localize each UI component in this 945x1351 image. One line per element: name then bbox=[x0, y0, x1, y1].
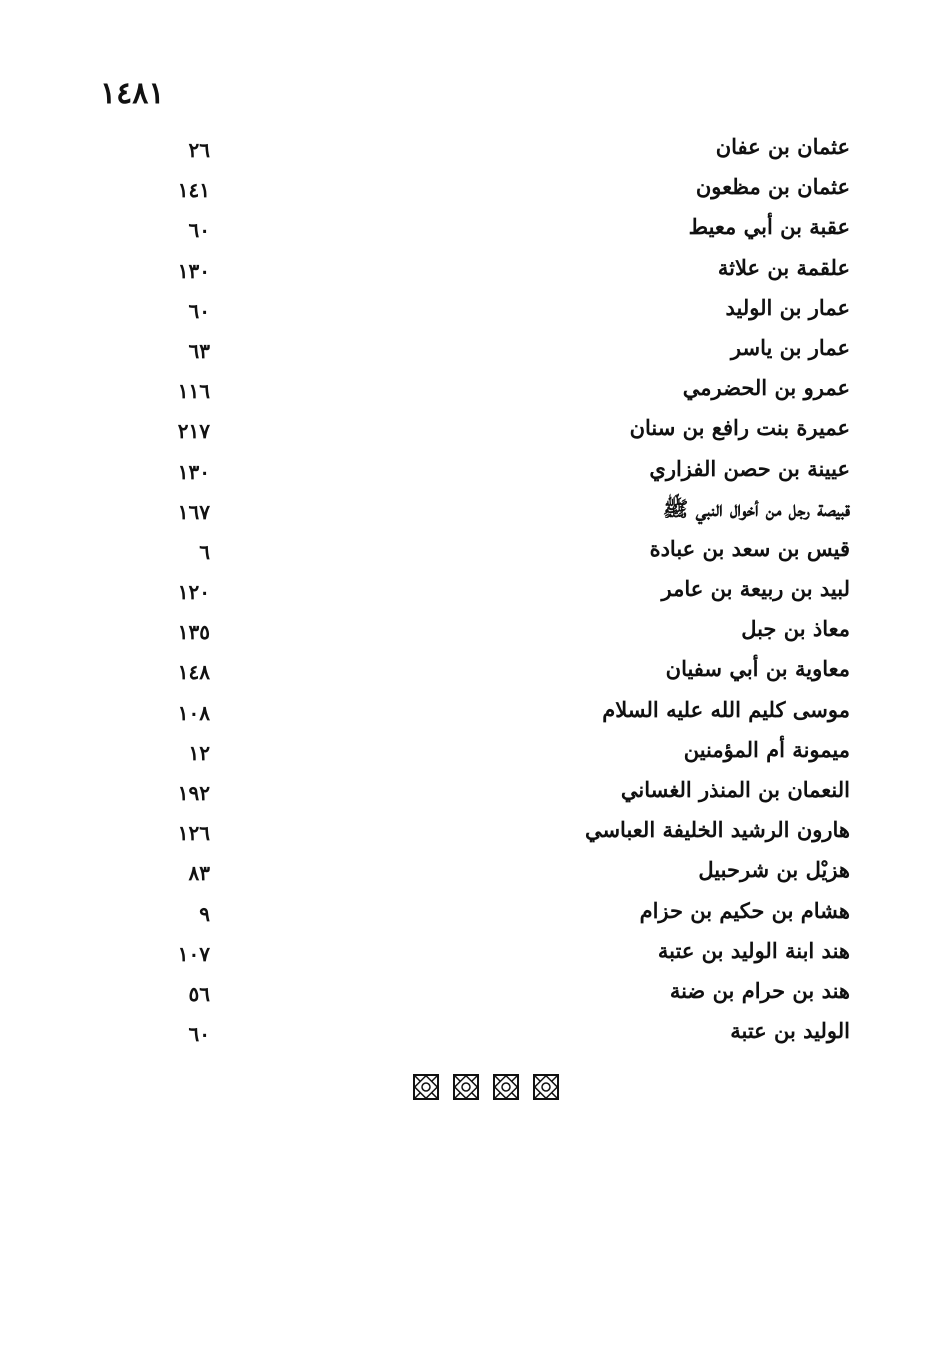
entry-page-number: ١٦٧ bbox=[177, 499, 210, 524]
entry-page-number: ١٢ bbox=[188, 740, 210, 765]
index-entry bbox=[150, 208, 850, 248]
entry-name: هند ابنة الوليد بن عتبة bbox=[657, 937, 850, 963]
entry-page-number: ٢١٧ bbox=[177, 419, 210, 444]
end-ornament-row bbox=[413, 1074, 559, 1100]
index-entry bbox=[150, 691, 850, 731]
entry-page-number: ١٩٢ bbox=[177, 781, 210, 805]
entry-name: عمار بن الوليد bbox=[725, 294, 850, 320]
entry-name: هزيْل بن شرحبيل bbox=[698, 857, 850, 883]
index-entry bbox=[150, 450, 850, 490]
entry-name: عمرو بن الحضرمي bbox=[682, 375, 850, 401]
entry-name: عثمان بن مظعون bbox=[695, 174, 850, 200]
lattice-square-icon bbox=[413, 1074, 439, 1100]
index-entry bbox=[150, 490, 850, 530]
entry-page-number: ١٢٠ bbox=[177, 580, 210, 605]
index-entry bbox=[150, 1012, 850, 1052]
index-entry bbox=[150, 731, 850, 771]
entry-name: عقبة بن أبي معيط bbox=[688, 214, 850, 240]
entry-page-number: ٦ bbox=[199, 539, 210, 564]
index-entry bbox=[150, 128, 850, 168]
index-entry bbox=[150, 972, 850, 1012]
entry-page-number: ٦٠ bbox=[188, 298, 210, 323]
entry-name: عيينة بن حصن الفزاري bbox=[649, 455, 850, 481]
entry-name: معاذ بن جبل bbox=[741, 616, 850, 642]
entry-name: ميمونة أم المؤمنين bbox=[683, 736, 850, 762]
entry-page-number: ١٣٠ bbox=[177, 459, 210, 484]
entry-name: هند بن حرام بن ضنة bbox=[669, 977, 850, 1003]
entry-name: النعمان بن المنذر الغساني bbox=[620, 777, 850, 802]
entry-page-number: ١٣٥ bbox=[177, 620, 210, 645]
index-entry bbox=[150, 851, 850, 891]
entry-page-number: ٦٠ bbox=[188, 1022, 210, 1047]
page-number: ١٤٨١ bbox=[100, 76, 165, 111]
index-entry bbox=[150, 650, 850, 690]
entry-name: هشام بن حكيم بن حزام bbox=[639, 897, 850, 923]
entry-name: موسى كليم الله عليه السلام bbox=[602, 696, 850, 722]
index-entry bbox=[150, 610, 850, 650]
entry-name: قبيصة رجل من أخوال النبي ﷺ bbox=[662, 495, 850, 521]
index-entry bbox=[150, 932, 850, 972]
index-entry bbox=[150, 570, 850, 610]
entry-page-number: ١٤١ bbox=[177, 178, 210, 203]
index-entry bbox=[150, 530, 850, 570]
entry-page-number: ١٠٨ bbox=[177, 700, 210, 725]
entry-name: عميرة بنت رافع بن سنان bbox=[629, 415, 850, 441]
entry-page-number: ٦٠ bbox=[188, 218, 210, 243]
entry-page-number: ٢٦ bbox=[188, 138, 210, 162]
entry-name: معاوية بن أبي سفيان bbox=[665, 656, 850, 682]
index-entry bbox=[150, 892, 850, 932]
entry-page-number: ١٤٨ bbox=[177, 660, 210, 685]
entry-name: عمار بن ياسر bbox=[730, 334, 850, 360]
lattice-square-icon bbox=[453, 1074, 479, 1100]
entry-page-number: ٥٦ bbox=[188, 981, 210, 1006]
entry-page-number: ٦٣ bbox=[188, 338, 210, 363]
entry-name: هارون الرشيد الخليفة العباسي bbox=[584, 817, 850, 843]
entry-page-number: ١٣٠ bbox=[177, 258, 210, 283]
index-entry bbox=[150, 409, 850, 449]
entry-page-number: ١٢٦ bbox=[177, 821, 210, 846]
entry-name: عثمان بن عفان bbox=[715, 134, 850, 159]
entry-name: الوليد بن عتبة bbox=[730, 1018, 850, 1044]
index-entry bbox=[150, 289, 850, 329]
entry-name: لبيد بن ربيعة بن عامر bbox=[661, 576, 850, 602]
lattice-square-icon bbox=[533, 1074, 559, 1100]
index-entry bbox=[150, 771, 850, 811]
index-entry bbox=[150, 168, 850, 208]
entry-page-number: ٨٣ bbox=[188, 861, 210, 886]
entry-page-number: ١٠٧ bbox=[177, 941, 210, 966]
entry-name: قيس بن سعد بن عبادة bbox=[649, 535, 850, 561]
index-entry bbox=[150, 369, 850, 409]
index-entry bbox=[150, 811, 850, 851]
entry-page-number: ١١٦ bbox=[177, 379, 210, 404]
entry-name: علقمة بن علاثة bbox=[717, 254, 850, 280]
entry-page-number: ٩ bbox=[199, 901, 210, 926]
index-entry bbox=[150, 329, 850, 369]
index-entry bbox=[150, 249, 850, 289]
lattice-square-icon bbox=[493, 1074, 519, 1100]
index-list bbox=[150, 128, 850, 1052]
